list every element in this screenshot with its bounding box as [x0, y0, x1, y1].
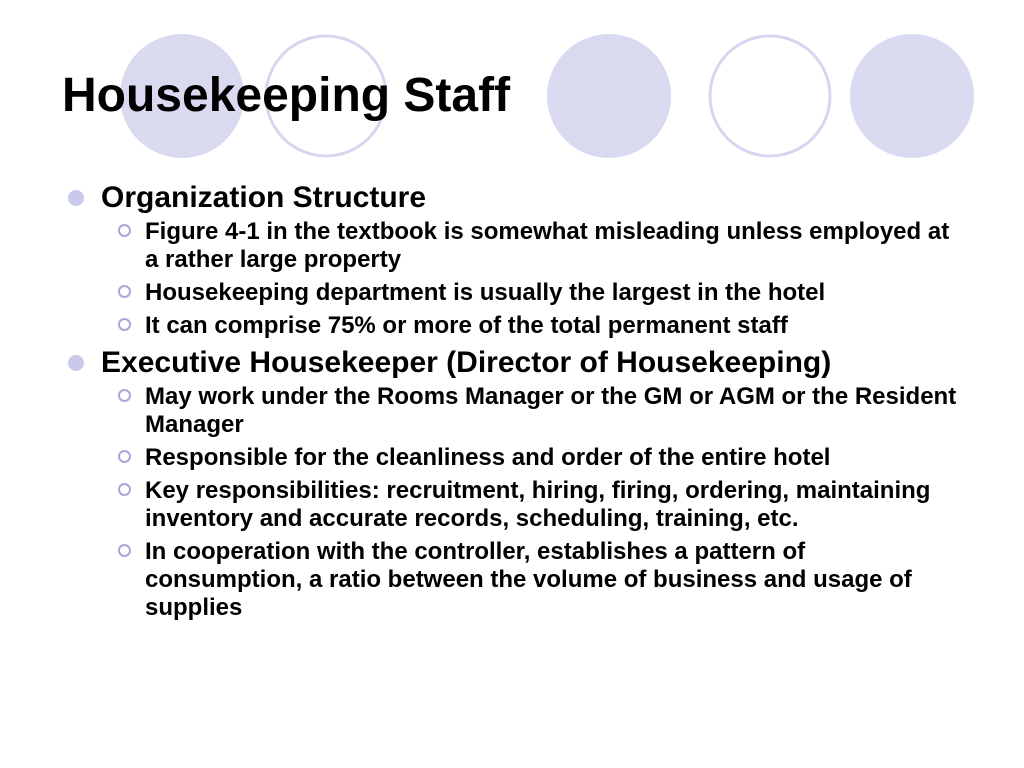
- bullet-ring-icon: [118, 318, 131, 331]
- bullet-dot-icon: [68, 190, 84, 206]
- sub-bullet: [118, 218, 968, 274]
- sub-bullet-text: Key responsibilities: recruitment, hiring, firing, ordering, maintaining inventory and accurate records, scheduling, training, etc.: [145, 477, 931, 532]
- sub-bullet: [118, 444, 968, 472]
- bullet-ring-icon: [118, 285, 131, 298]
- bullet-text: Executive Housekeeper (Director of Housekeeping): [101, 346, 832, 379]
- bullet-ring-icon: [118, 450, 131, 463]
- sub-bullet-text: May work under the Rooms Manager or the GM or AGM or the Resident Manager: [145, 383, 957, 438]
- bullet-ring-icon: [118, 389, 131, 402]
- bullet-dot-icon: [68, 355, 84, 371]
- bullet-ring-icon: [118, 483, 131, 496]
- sub-bullet: [118, 477, 968, 533]
- sub-bullet-text: Housekeeping department is usually the largest in the hotel: [145, 279, 826, 306]
- bullet-executive-housekeeper: [68, 345, 968, 380]
- sub-bullet-text: Responsible for the cleanliness and order of the entire hotel: [145, 444, 831, 471]
- bullet-ring-icon: [118, 224, 131, 237]
- sub-bullet: [118, 279, 968, 307]
- slide-title: Housekeeping Staff: [62, 69, 511, 122]
- bullet-ring-icon: [118, 544, 131, 557]
- bullet-list: [68, 180, 968, 627]
- sub-bullet-text: Figure 4-1 in the textbook is somewhat misleading unless employed at a rather large property: [145, 218, 950, 273]
- sub-bullet: [118, 538, 968, 622]
- sub-bullet-text: In cooperation with the controller, establishes a pattern of consumption, a ratio between the volume of business and usage of supplies: [145, 538, 912, 621]
- decor-circle-outline-2: [710, 36, 830, 156]
- decor-circle-filled-2: [547, 34, 671, 158]
- sub-bullet-text: It can comprise 75% or more of the total permanent staff: [145, 312, 788, 339]
- sub-bullet: [118, 312, 968, 340]
- sub-bullet-list: [68, 383, 968, 622]
- sub-bullet: [118, 383, 968, 439]
- sub-bullet-list: [68, 218, 968, 340]
- bullet-organization-structure: [68, 180, 968, 215]
- bullet-text: Organization Structure: [101, 181, 427, 214]
- decor-circle-filled-3: [850, 34, 974, 158]
